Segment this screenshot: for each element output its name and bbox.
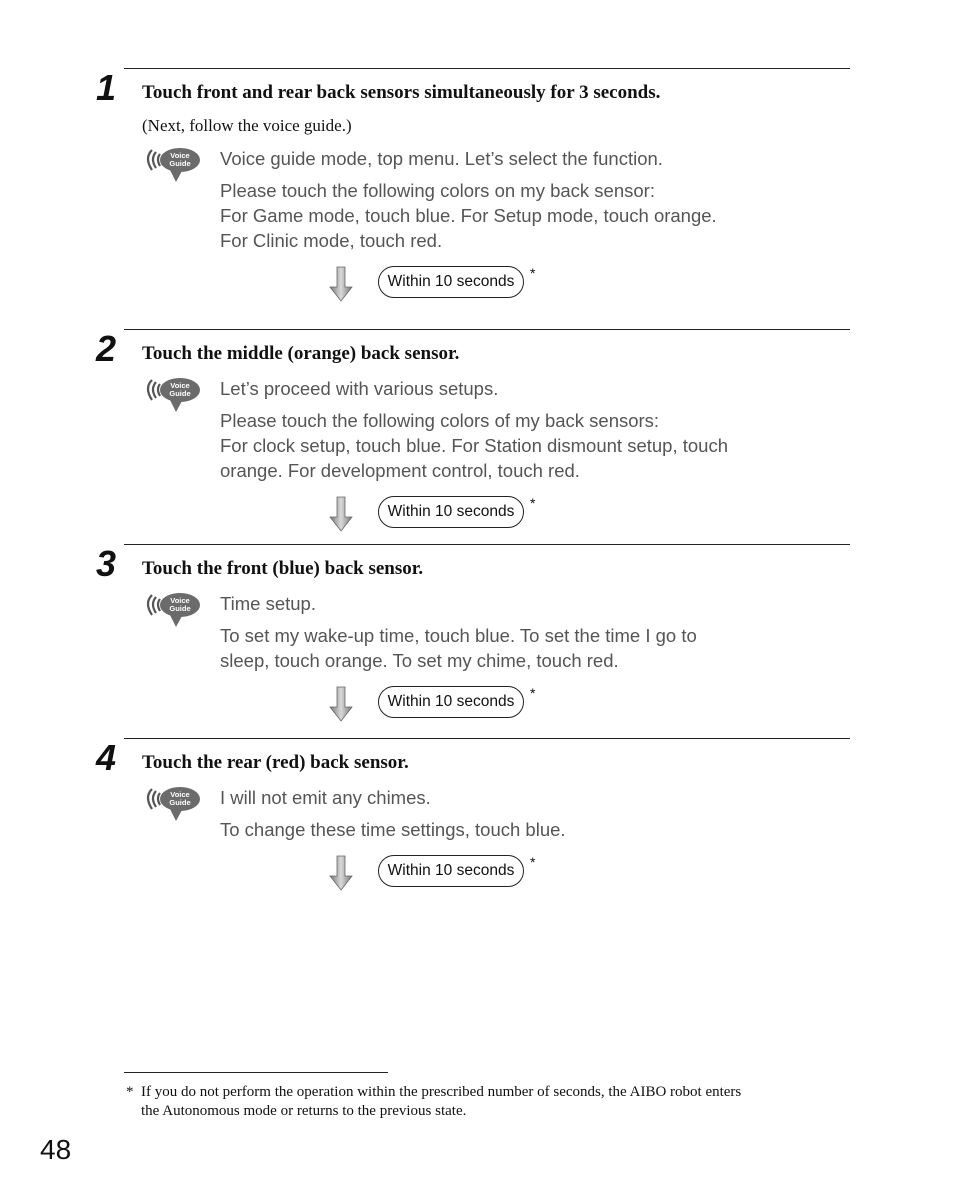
voice-text: Let’s proceed with various setups. xyxy=(220,378,499,399)
footnote-marker: * xyxy=(530,854,536,870)
footnote-text: If you do not perform the operation within the prescribed number of seconds, the AIBO robot enters xyxy=(141,1084,742,1100)
down-arrow-icon xyxy=(328,686,354,722)
down-arrow-icon xyxy=(328,855,354,891)
voice-text: Time setup. xyxy=(220,593,316,614)
voice-text: For clock setup, touch blue. For Station dismount setup, touch xyxy=(220,435,728,456)
svg-text:Voice: Voice xyxy=(170,151,190,160)
voice-guide-icon xyxy=(140,591,204,631)
voice-text: To set my wake-up time, touch blue. To set the time I go to xyxy=(220,625,697,646)
voice-text: For Clinic mode, touch red. xyxy=(220,230,443,251)
voice-text: I will not emit any chimes. xyxy=(220,787,431,808)
time-limit-badge: Within 10 seconds xyxy=(378,855,524,887)
voice-text: For Game mode, touch blue. For Setup mode, touch orange. xyxy=(220,205,717,226)
down-arrow-icon xyxy=(328,266,354,302)
svg-text:Voice: Voice xyxy=(170,596,190,605)
step-title: Touch the middle (orange) back sensor. xyxy=(142,343,460,364)
voice-text: sleep, touch orange. To set my chime, touch red. xyxy=(220,650,619,671)
footnote-marker: * xyxy=(530,495,536,511)
svg-text:Guide: Guide xyxy=(169,798,191,807)
svg-text:Guide: Guide xyxy=(169,159,191,168)
step-3-divider xyxy=(124,544,850,545)
step-number: 3 xyxy=(96,543,117,584)
footnote-marker: * xyxy=(530,265,536,281)
voice-text: To change these time settings, touch blue. xyxy=(220,819,566,840)
step-4-divider xyxy=(124,738,850,739)
voice-guide-icon xyxy=(140,785,204,825)
step-number: 2 xyxy=(96,328,117,369)
time-limit-badge: Within 10 seconds xyxy=(378,496,524,528)
voice-guide-icon xyxy=(140,376,204,416)
page-number: 48 xyxy=(40,1134,72,1165)
footnote-divider xyxy=(124,1072,388,1073)
voice-text: Please touch the following colors of my back sensors: xyxy=(220,410,660,431)
step-2-divider xyxy=(124,329,850,330)
voice-text: Please touch the following colors on my back sensor: xyxy=(220,180,655,201)
svg-text:Voice: Voice xyxy=(170,790,190,799)
footnote-mark: * xyxy=(126,1084,134,1100)
voice-guide-icon xyxy=(140,146,204,186)
down-arrow-icon xyxy=(328,496,354,532)
step-title: Touch the rear (red) back sensor. xyxy=(142,752,409,773)
voice-text: orange. For development control, touch red. xyxy=(220,460,580,481)
step-title: Touch front and rear back sensors simultaneously for 3 seconds. xyxy=(142,82,661,103)
svg-text:Voice: Voice xyxy=(170,381,190,390)
time-limit-badge: Within 10 seconds xyxy=(378,266,524,298)
svg-text:Guide: Guide xyxy=(169,389,191,398)
step-1-divider xyxy=(124,68,850,69)
step-number: 1 xyxy=(96,67,117,108)
footnote-marker: * xyxy=(530,685,536,701)
step-title: Touch the front (blue) back sensor. xyxy=(142,558,424,579)
step-note: (Next, follow the voice guide.) xyxy=(142,116,352,135)
time-limit-badge: Within 10 seconds xyxy=(378,686,524,718)
footnote-text: the Autonomous mode or returns to the previous state. xyxy=(141,1103,467,1119)
voice-text: Voice guide mode, top menu. Let’s select the function. xyxy=(220,148,663,169)
step-number: 4 xyxy=(96,737,117,778)
svg-text:Guide: Guide xyxy=(169,604,191,613)
